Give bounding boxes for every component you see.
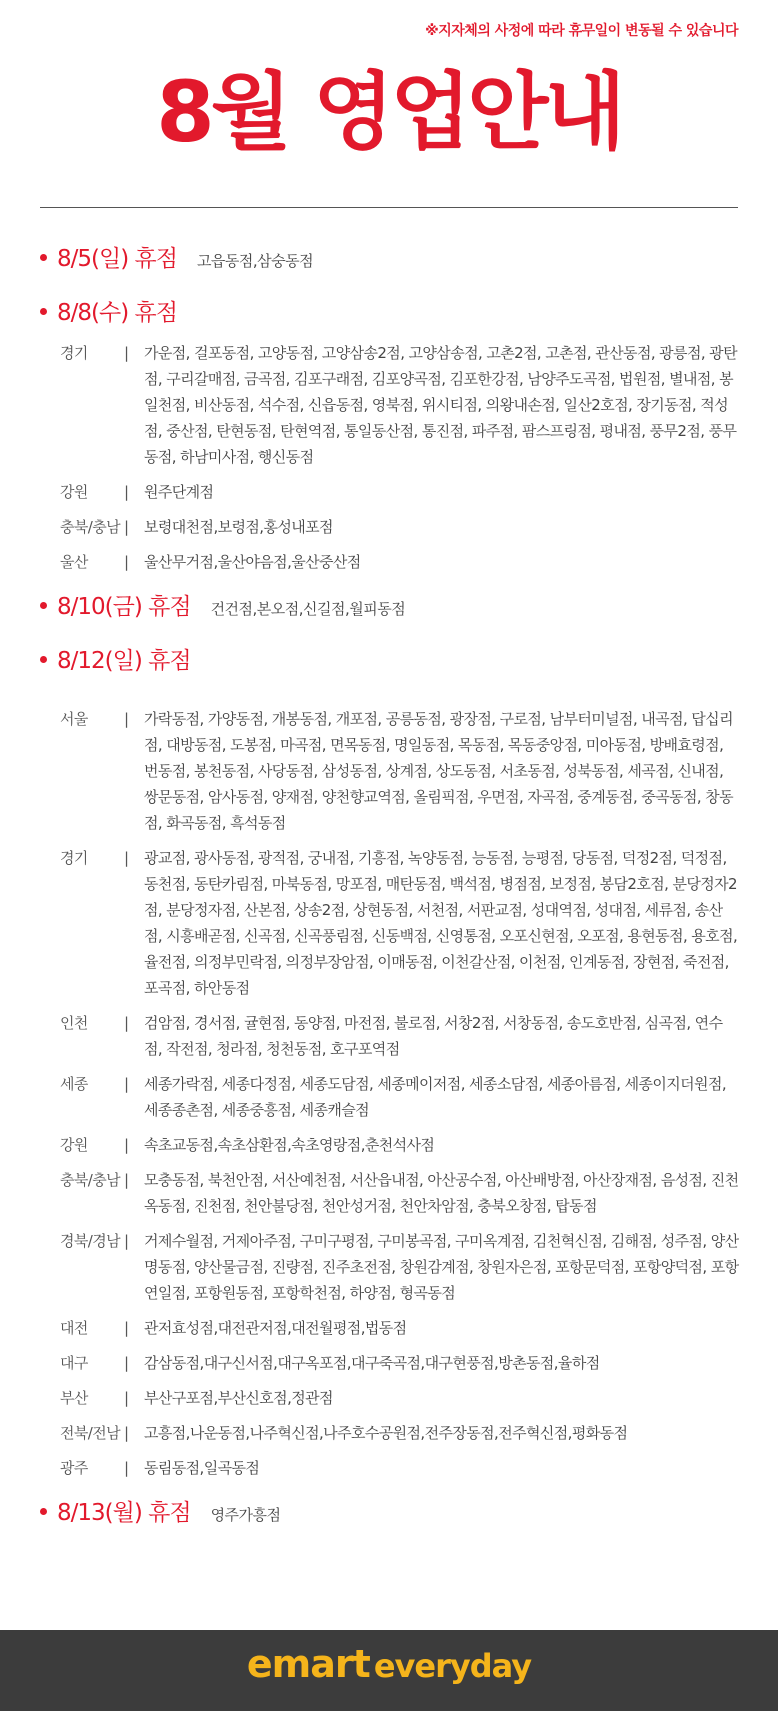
region-row	[60, 1071, 740, 1123]
region-separator: |	[124, 1389, 129, 1407]
region-row	[60, 340, 740, 470]
region-name: 대전	[60, 1319, 88, 1337]
region-stores: 감삼동점,대구신서점,대구옥포점,대구죽곡점,대구현풍점,방촌동점,율하점	[144, 1354, 600, 1372]
region-row	[60, 1167, 740, 1219]
region-separator: |	[124, 553, 129, 571]
region-separator: |	[124, 1354, 129, 1372]
region-row	[60, 1010, 740, 1062]
page-title: 8월 영업안내	[156, 63, 622, 161]
region-stores: 가운점, 걸포동점, 고양동점, 고양삼송2점, 고양삼송점, 고촌2점, 고촌점, 관산동점, 광릉점, 광탄점, 구리갈매점, 금곡점, 김포구래점, 김포양곡점, 김포한강점, 남양주도곡점, 법원점, 별내점, 봉일천점, 비산동점, 석수점, 신읍동점, 영북점, 위시티점, 의왕내손점, 일산2호점, 장기동점, 적성점, 중산점, 탄현동점, 탄현역점, 통일동산점, 통진점, 파주점, 팜스프링점, 평내점, 풍무2점, 풍무동점, 하남미사점, 행신동점	[144, 344, 737, 466]
section-header	[40, 290, 740, 338]
region-stores: 거제수월점, 거제아주점, 구미구평점, 구미봉곡점, 구미옥계점, 김천혁신점, 김해점, 성주점, 양산명동점, 양산물금점, 진량점, 진주초전점, 창원감계점, 창원자은점, 포항문덕점, 포항양덕점, 포항연일점, 포항원동점, 포항학천점, 하양점, 형곡동점	[144, 1232, 739, 1302]
region-row	[60, 1350, 740, 1376]
region-separator: |	[124, 1136, 129, 1154]
region-stores: 원주단계점	[144, 483, 214, 501]
bullet-dot-icon	[40, 656, 47, 663]
region-name: 경기	[60, 849, 88, 867]
section-date-title: 8/12(일) 휴점	[57, 648, 191, 674]
region-list	[40, 686, 740, 1481]
region-name: 서울	[60, 710, 88, 728]
section-header	[40, 638, 740, 686]
region-name: 울산	[60, 553, 88, 571]
region-name: 충북/충남	[60, 1171, 121, 1189]
schedule-list	[40, 236, 740, 1544]
region-row	[60, 479, 740, 505]
region-row	[60, 1455, 740, 1481]
section-header	[40, 236, 740, 284]
section-inline-stores: 고읍동점,삼숭동점	[196, 252, 314, 270]
section-date-title: 8/5(일) 휴점	[57, 246, 177, 272]
section-header	[40, 1490, 740, 1538]
holiday-change-notice: ※지자체의 사정에 따라 휴무일이 변동될 수 있습니다	[425, 23, 738, 39]
region-name: 전북/전남	[60, 1424, 121, 1442]
region-stores: 속초교동점,속초삼환점,속초영랑점,춘천석사점	[144, 1136, 435, 1154]
schedule-section	[40, 638, 740, 1481]
section-date-title: 8/13(월) 휴점	[57, 1500, 191, 1526]
region-row	[60, 1228, 740, 1306]
region-separator: |	[124, 710, 129, 728]
region-stores: 모충동점, 북천안점, 서산예천점, 서산읍내점, 아산공수점, 아산배방점, 아산장재점, 음성점, 진천옥동점, 진천점, 천안불당점, 천안성거점, 천안차암점, 충북오창점, 탑동점	[144, 1171, 739, 1215]
region-row	[60, 1315, 740, 1341]
region-name: 강원	[60, 1136, 88, 1154]
region-stores: 동림동점,일곡동점	[144, 1459, 260, 1477]
bullet-dot-icon	[40, 1508, 47, 1515]
schedule-section	[40, 584, 740, 632]
region-name: 세종	[60, 1075, 88, 1093]
region-stores: 울산무거점,울산야음점,울산중산점	[144, 553, 361, 571]
region-name: 경북/경남	[60, 1232, 121, 1250]
region-separator: |	[124, 1459, 129, 1477]
region-separator: |	[124, 1075, 129, 1093]
title-divider	[40, 207, 738, 208]
region-separator: |	[124, 1171, 129, 1189]
schedule-section	[40, 236, 740, 284]
region-row	[60, 1420, 740, 1446]
region-name: 경기	[60, 344, 88, 362]
bullet-dot-icon	[40, 254, 47, 261]
region-separator: |	[124, 1424, 129, 1442]
region-stores: 검암점, 경서점, 귤현점, 동양점, 마전점, 불로점, 서창2점, 서창동점, 송도호반점, 심곡점, 연수점, 작전점, 청라점, 청천동점, 호구포역점	[144, 1014, 723, 1058]
schedule-section	[40, 290, 740, 575]
schedule-section	[40, 1490, 740, 1538]
region-name: 강원	[60, 483, 88, 501]
region-name: 인천	[60, 1014, 88, 1032]
region-name: 광주	[60, 1459, 88, 1477]
emart-everyday-logo	[0, 1642, 778, 1686]
region-stores: 광교점, 광사동점, 광적점, 궁내점, 기흥점, 녹양동점, 능동점, 능평점, 당동점, 덕정2점, 덕정점, 동천점, 동탄카림점, 마북동점, 망포점, 매탄동점, 백석점, 병점점, 보정점, 봉담2호점, 분당정자2점, 분당정자점, 산본점, 상송2점, 상현동점, 서천점, 서판교점, 성대역점, 성대점, 세류점, 송산점, 시흥배곧점, 신곡점, 신곡풍림점, 신동백점, 신영통점, 오포신현점, 오포점, 용현동점, 용호점, 율전점, 의정부민락점, 의정부장암점, 이매동점, 이천갈산점, 이천점, 인계동점, 장현점, 죽전점, 포곡점, 하안동점	[144, 849, 738, 997]
section-inline-stores: 영주가흥점	[210, 1506, 281, 1524]
region-stores: 관저효성점,대전관저점,대전월평점,법동점	[144, 1319, 407, 1337]
section-date-title: 8/8(수) 휴점	[57, 300, 177, 326]
section-header	[40, 584, 740, 632]
section-inline-stores: 건건점,본오점,신길점,월피동점	[210, 600, 406, 618]
bullet-dot-icon	[40, 602, 47, 609]
logo-suffix-text: everyday	[373, 1647, 532, 1685]
region-separator: |	[124, 1014, 129, 1032]
region-row	[60, 549, 740, 575]
region-stores: 가락동점, 가양동점, 개봉동점, 개포점, 공릉동점, 광장점, 구로점, 남부터미널점, 내곡점, 답십리점, 대방동점, 도봉점, 마곡점, 면목동점, 명일동점, 목동점, 목동중앙점, 미아동점, 방배효령점, 번동점, 봉천동점, 사당동점, 삼성동점, 상계점, 상도동점, 서초동점, 성북동점, 세곡점, 신내점, 쌍문동점, 암사동점, 양재점, 양천향교역점, 올림픽점, 우면점, 자곡점, 중계동점, 중곡동점, 창동점, 화곡동점, 흑석동점	[144, 710, 733, 832]
region-row	[60, 1132, 740, 1158]
region-row	[60, 1385, 740, 1411]
region-separator: |	[124, 1232, 129, 1250]
region-stores: 고흥점,나운동점,나주혁신점,나주호수공원점,전주장동점,전주혁신점,평화동점	[144, 1424, 628, 1442]
region-row	[60, 514, 740, 540]
logo-brand-text: emart	[246, 1642, 370, 1686]
bullet-dot-icon	[40, 308, 47, 315]
region-row	[60, 706, 740, 836]
region-separator: |	[124, 483, 129, 501]
region-stores: 보령대천점,보령점,홍성내포점	[144, 518, 333, 536]
region-list	[40, 338, 740, 575]
region-separator: |	[124, 518, 129, 536]
region-separator: |	[124, 344, 129, 362]
region-stores: 부산구포점,부산신호점,정관점	[144, 1389, 333, 1407]
region-name: 대구	[60, 1354, 88, 1372]
region-row	[60, 845, 740, 1001]
brand-footer	[0, 1630, 778, 1711]
section-date-title: 8/10(금) 휴점	[57, 594, 191, 620]
region-name: 부산	[60, 1389, 88, 1407]
region-name: 충북/충남	[60, 518, 121, 536]
region-separator: |	[124, 849, 129, 867]
region-separator: |	[124, 1319, 129, 1337]
region-stores: 세종가락점, 세종다정점, 세종도담점, 세종메이저점, 세종소담점, 세종아름점, 세종이지더원점, 세종종촌점, 세종중흥점, 세종캐슬점	[144, 1075, 727, 1119]
